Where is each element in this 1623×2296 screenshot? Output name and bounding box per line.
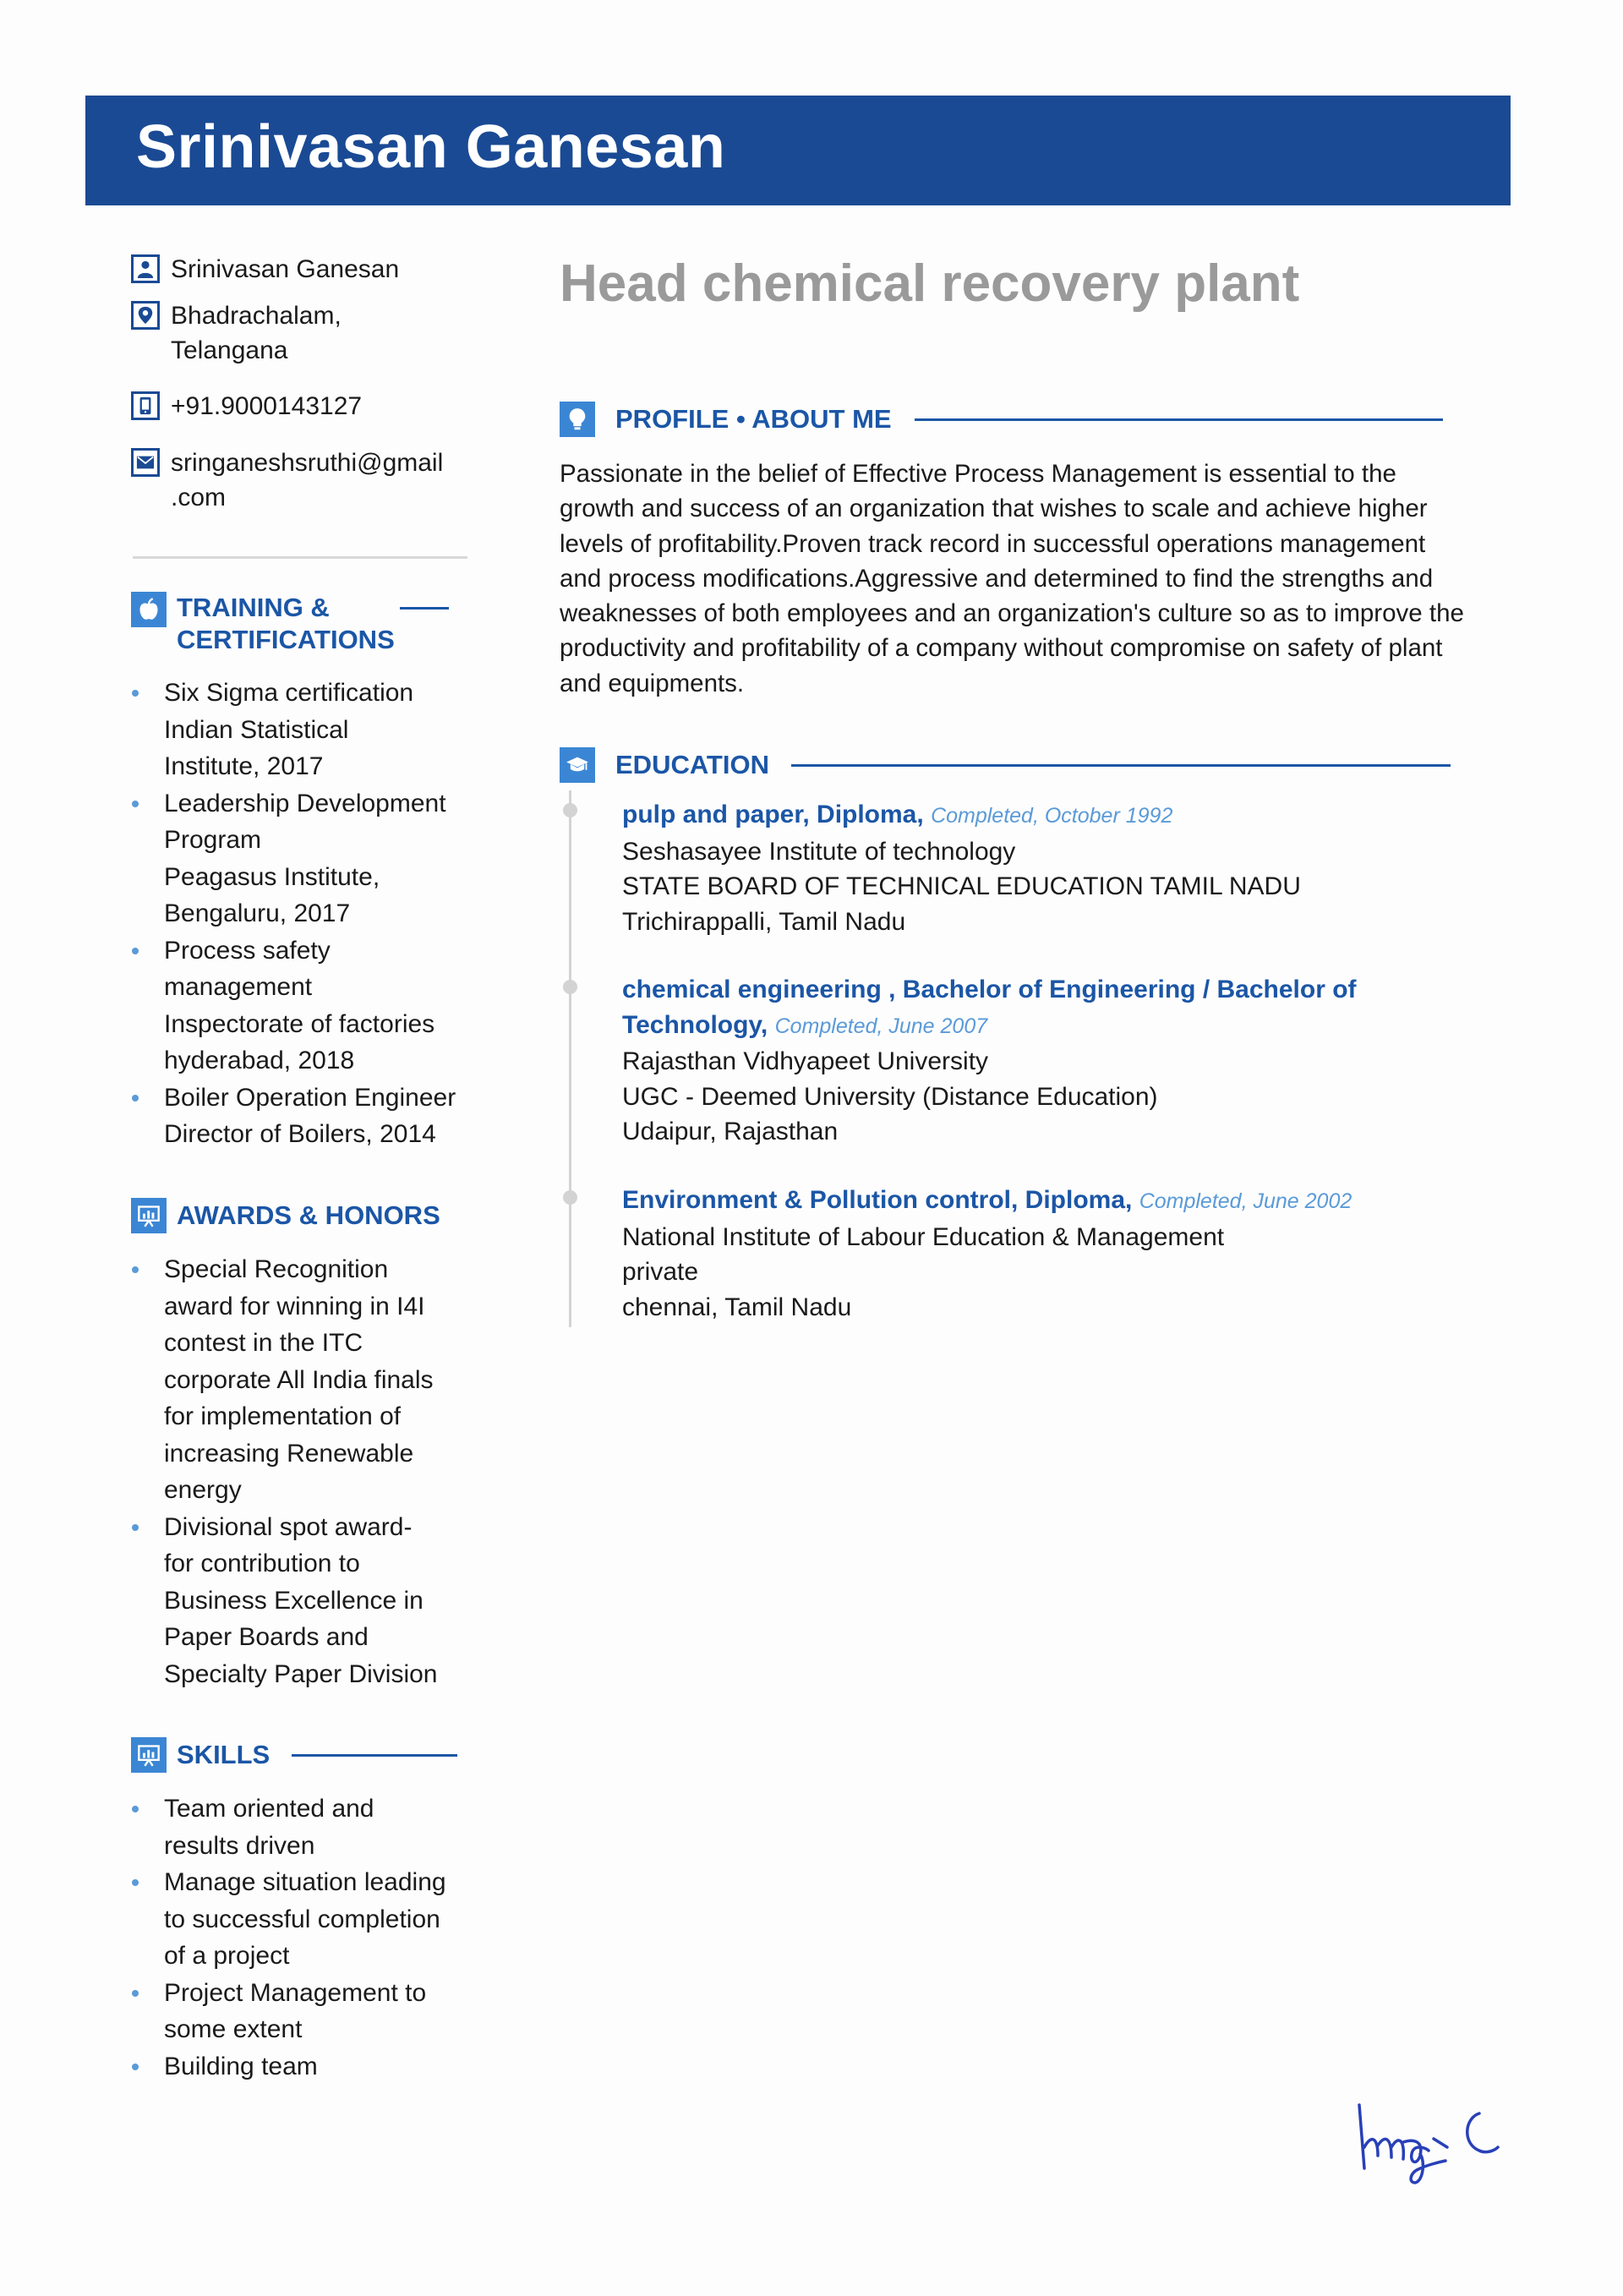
- job-title: Head chemical recovery plant: [560, 254, 1300, 313]
- training-list: [129, 675, 476, 1153]
- skills-list: [129, 1790, 476, 2085]
- graduation-cap-icon: [560, 747, 595, 783]
- list-item: Divisional spot award- for contribution to Business Excellence in Paper Boards and Specialty Paper Division: [129, 1509, 476, 1693]
- list-item: Building team: [129, 2048, 476, 2086]
- education-heading: [560, 747, 1451, 783]
- education-degree: Environment & Pollution control, Diploma,: [622, 1186, 1133, 1214]
- education-entry: [622, 1183, 1476, 1325]
- list-item: Boiler Operation Engineer Director of Boilers, 2014: [129, 1080, 476, 1153]
- lightbulb-icon: [560, 402, 595, 437]
- phone-icon: [131, 391, 160, 420]
- contact-phone[interactable]: +91.9000143127: [171, 392, 363, 420]
- education-date: Completed, June 2007: [774, 1014, 988, 1038]
- list-item: Manage situation leading to successful completion of a project: [129, 1864, 476, 1975]
- list-item: Leadership Development Program Peagasus Institute, Bengaluru, 2017: [129, 785, 476, 932]
- education-institution: Seshasayee Institute of technology: [622, 837, 1016, 866]
- education-location: Trichirappalli, Tamil Nadu: [622, 907, 906, 936]
- contact-name: Srinivasan Ganesan: [171, 255, 400, 283]
- timeline-dot: [563, 1190, 577, 1205]
- awards-list: [129, 1251, 476, 1692]
- list-item: Project Management to some extent: [129, 1975, 476, 2048]
- sidebar-divider: [133, 556, 467, 559]
- education-heading-text: EDUCATION: [615, 750, 769, 779]
- handwritten-signature: [1352, 2088, 1530, 2189]
- presentation-board-icon: [131, 1198, 167, 1233]
- contact-address: Bhadrachalam, Telangana: [171, 302, 342, 364]
- education-board: UGC - Deemed University (Distance Education): [622, 1082, 1158, 1111]
- education-timeline: [569, 790, 571, 1327]
- education-degree: pulp and paper, Diploma,: [622, 801, 924, 828]
- skills-heading-rule: [292, 1754, 457, 1757]
- training-heading-line2: CERTIFICATIONS: [177, 625, 395, 654]
- skills-heading-text: SKILLS: [177, 1740, 270, 1769]
- profile-heading: [560, 402, 1443, 437]
- person-icon: [131, 254, 160, 283]
- contact-address-row: [131, 298, 469, 368]
- education-location: Udaipur, Rajasthan: [622, 1118, 839, 1145]
- header-banner: [85, 96, 1511, 205]
- candidate-name: Srinivasan Ganesan: [136, 113, 726, 181]
- education-date: Completed, October 1992: [931, 804, 1173, 828]
- awards-heading-text: AWARDS & HONORS: [177, 1200, 440, 1230]
- list-item: Process safety management Inspectorate of factories hyderabad, 2018: [129, 932, 476, 1080]
- list-item: Team oriented and results driven: [129, 1790, 476, 1864]
- education-institution: Rajasthan Vidhyapeet University: [622, 1047, 989, 1075]
- location-pin-icon: [131, 301, 160, 330]
- awards-heading: [131, 1198, 440, 1233]
- skills-heading: [131, 1737, 457, 1773]
- education-board: private: [622, 1258, 699, 1286]
- education-entry: [622, 797, 1476, 939]
- contact-phone-row: [131, 389, 469, 424]
- profile-heading-rule: [915, 418, 1443, 421]
- timeline-dot: [563, 980, 577, 994]
- education-entry: [622, 972, 1476, 1150]
- contact-email[interactable]: sringaneshsruthi@gmail .com: [171, 449, 444, 511]
- education-degree-continued: Technology,: [622, 1010, 768, 1039]
- envelope-icon: [131, 448, 160, 477]
- profile-text: Passionate in the belief of Effective Process Management is essential to the growth and success of an organization that wishes to scale and achieve higher levels of profitability.Proven track record in successful operations management and process modifications.Aggressive and determined to find the strengths and weaknesses of both employees and an organization's culture so as to improve the productivity and profitability of a company without compromise on safety of plant and equipments.: [560, 460, 1464, 697]
- education-board: STATE BOARD OF TECHNICAL EDUCATION TAMIL NADU: [622, 872, 1301, 900]
- education-degree: chemical engineering , Bachelor of Engineering / Bachelor of: [622, 976, 1357, 1003]
- education-institution: National Institute of Labour Education & Management: [622, 1222, 1225, 1251]
- profile-heading-text: PROFILE • ABOUT ME: [615, 404, 892, 434]
- training-heading: [131, 592, 449, 656]
- contact-name-row: [131, 252, 469, 287]
- training-heading-line1: TRAINING &: [177, 593, 330, 622]
- contact-email-row: [131, 446, 469, 515]
- education-location: chennai, Tamil Nadu: [622, 1293, 852, 1321]
- list-item: Special Recognition award for winning in I4I contest in the ITC corporate All India finals for implementation of increasing Renewable energy: [129, 1251, 476, 1509]
- training-heading-rule: [400, 607, 449, 610]
- apple-icon: [131, 592, 167, 627]
- presentation-board-icon: [131, 1737, 167, 1773]
- education-date: Completed, June 2002: [1139, 1189, 1352, 1213]
- timeline-dot: [563, 803, 577, 817]
- education-heading-rule: [791, 764, 1451, 767]
- list-item: Six Sigma certification Indian Statistical Institute, 2017: [129, 675, 476, 785]
